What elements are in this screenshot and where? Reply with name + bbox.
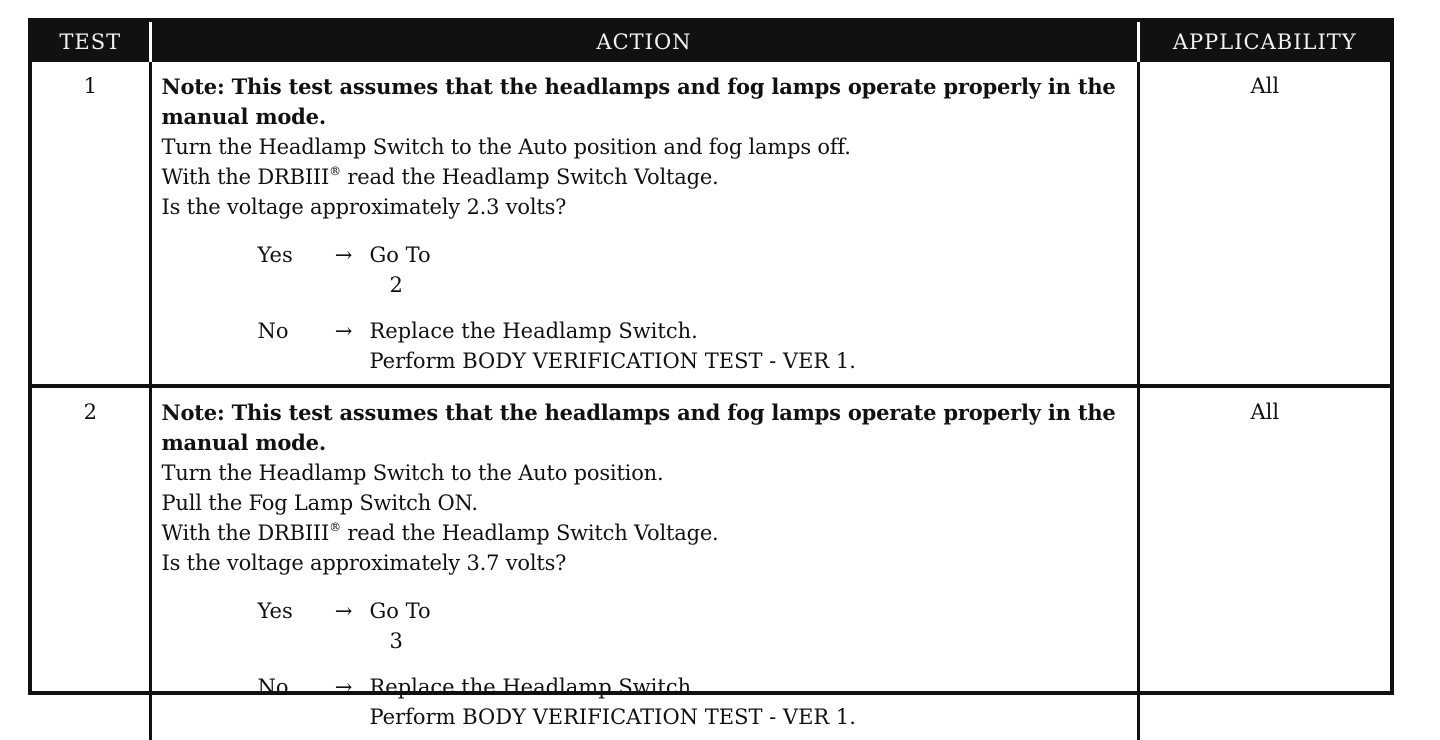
yes-label: Yes [257, 243, 293, 267]
applicability-value: All [1250, 74, 1280, 98]
right-arrow-icon: → [334, 599, 353, 623]
no-result-line: Perform BODY VERIFICATION TEST - VER 1. [369, 705, 856, 729]
header-action: ACTION [150, 22, 1138, 62]
registered-mark: ® [329, 520, 341, 534]
yes-label: Yes [257, 599, 293, 623]
goto-text [370, 596, 1131, 656]
test-number: 1 [32, 62, 150, 386]
no-result [370, 672, 1131, 732]
yes-branch [258, 596, 1131, 656]
no-branch [258, 316, 1131, 376]
test-note: Note: This test assumes that the headlamps and fog lamps operate properly in the manual mode. [161, 400, 1116, 455]
goto-text [370, 240, 1131, 300]
action-step: Turn the Headlamp Switch to the Auto position. [161, 461, 664, 485]
action-step: With the DRBIII® read the Headlamp Switch Voltage. [161, 520, 719, 545]
goto-label: Go To [369, 243, 431, 267]
test-number: 2 [32, 386, 150, 740]
no-result-line: Replace the Headlamp Switch. [369, 319, 698, 343]
yes-branch [258, 240, 1131, 300]
goto-test-number: 2 [389, 273, 403, 297]
header-row [32, 22, 1390, 62]
applicability-value: All [1138, 386, 1390, 740]
action-step: Turn the Headlamp Switch to the Auto position and fog lamps off. [161, 135, 851, 159]
no-result-line: Perform BODY VERIFICATION TEST - VER 1. [369, 349, 856, 373]
no-label: No [257, 319, 289, 343]
no-branch [258, 672, 1131, 732]
goto-label: Go To [369, 599, 431, 623]
diagnostic-test-table [28, 18, 1394, 729]
header-applicability: APPLICABILITY [1138, 22, 1390, 62]
header-test: TEST [32, 22, 150, 62]
right-arrow-icon: → [334, 319, 353, 343]
test-note: Note: This test assumes that the headlamps and fog lamps operate properly in the manual mode. [161, 74, 1116, 129]
yes-result [370, 240, 1131, 300]
action-step: With the DRBIII® read the Headlamp Switch Voltage. [161, 164, 719, 189]
right-arrow-icon: → [334, 675, 353, 699]
right-arrow-icon: → [334, 243, 353, 267]
table-row [32, 386, 1390, 740]
table-row [32, 62, 1390, 386]
goto-test-number: 3 [389, 629, 403, 653]
registered-mark: ® [329, 164, 341, 178]
no-result-line: Replace the Headlamp Switch. [369, 675, 698, 699]
no-label: No [257, 675, 289, 699]
no-result [370, 316, 1131, 376]
action-cell [150, 386, 1138, 740]
action-step: Is the voltage approximately 3.7 volts? [161, 551, 567, 575]
test-table [32, 22, 1390, 740]
action-step: Pull the Fog Lamp Switch ON. [161, 491, 478, 515]
action-cell [150, 62, 1138, 386]
yes-result [370, 596, 1131, 656]
action-step: Is the voltage approximately 2.3 volts? [161, 195, 567, 219]
